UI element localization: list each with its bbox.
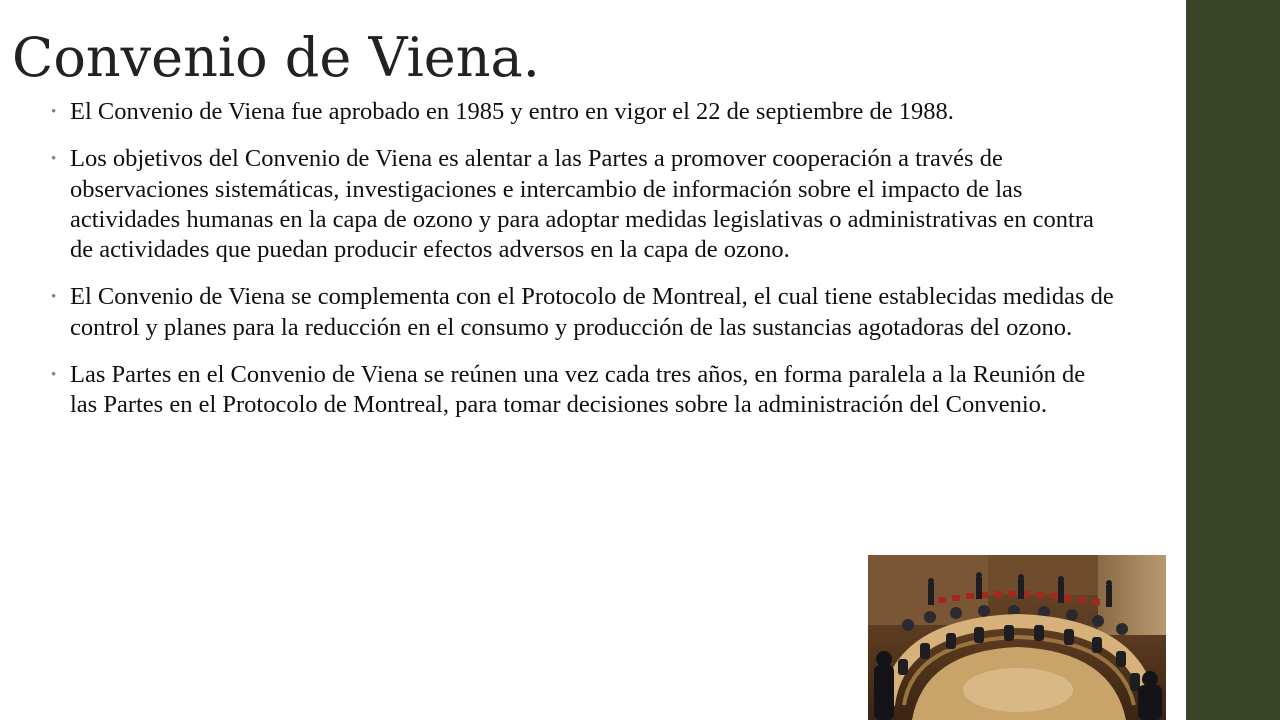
bullet-text: Los objetivos del Convenio de Viena es alentar a las Partes a promover cooperación a través de observaciones sistemáticas, investigaciones e intercambio de información sobre el impacto de las actividades humanas en la capa de ozono y para adoptar medidas legislativas o administrativas en contra de actividades que puedan producir efectos adversos en la capa de ozono. bbox=[70, 145, 1094, 264]
council-meeting-illustration bbox=[868, 555, 1166, 720]
bullet-list bbox=[48, 97, 1118, 421]
bullet-text: Las Partes en el Convenio de Viena se reúnen una vez cada tres años, en forma paralela a la Reunión de las Partes en el Protocolo de Montreal, para tomar decisiones sobre la administración del Convenio. bbox=[70, 361, 1086, 419]
bullet-mark: • bbox=[51, 151, 57, 168]
bullet-item bbox=[48, 144, 1118, 265]
bullet-item bbox=[48, 360, 1118, 421]
bullet-item bbox=[48, 97, 1030, 127]
bullet-mark: • bbox=[51, 367, 57, 384]
accent-side-bar bbox=[1186, 0, 1280, 720]
council-meeting-photo bbox=[868, 555, 1166, 720]
bullet-text: El Convenio de Viena fue aprobado en 1985 y entro en vigor el 22 de septiembre de 1988. bbox=[70, 98, 954, 125]
slide-title: Convenio de Viena. bbox=[12, 26, 540, 89]
bullet-mark: • bbox=[51, 104, 57, 120]
bullet-item bbox=[48, 282, 1118, 343]
bullet-text: El Convenio de Viena se complementa con el Protocolo de Montreal, el cual tiene establecidas medidas de control y planes para la reducción en el consumo y producción de las sustancias agotadoras del ozono. bbox=[70, 283, 1114, 341]
bullet-mark: • bbox=[51, 289, 57, 306]
